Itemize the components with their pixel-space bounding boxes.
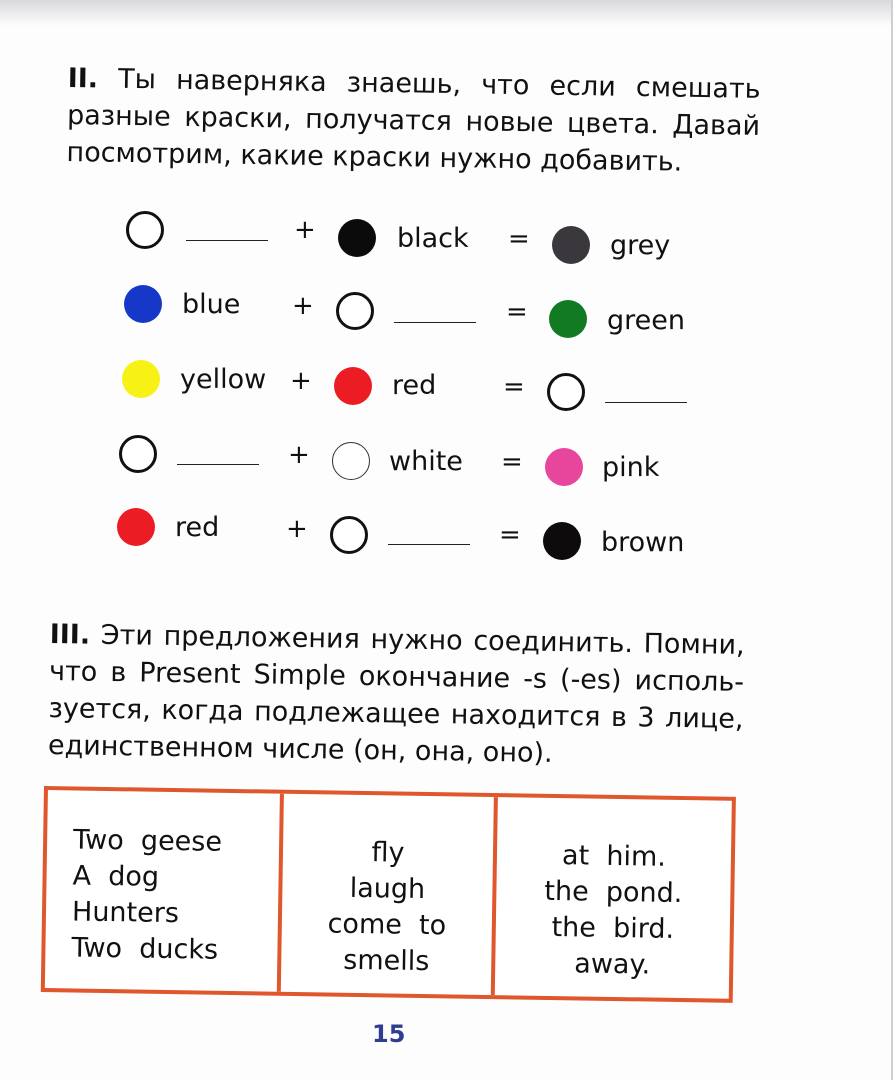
ending-item: the bird. bbox=[551, 911, 675, 945]
ending-item: at him. bbox=[561, 840, 667, 873]
red-paint-dot bbox=[334, 367, 372, 405]
section-2-line-2: разные краски, получатся новые цвета. Давай bbox=[66, 99, 761, 142]
empty-circle-icon bbox=[547, 373, 585, 411]
plus-sign: + bbox=[294, 215, 316, 245]
empty-circle-icon bbox=[330, 516, 368, 554]
yellow-paint-dot bbox=[122, 360, 160, 398]
section-2-line-3: посмотрим, какие краски нужно добавить. bbox=[66, 136, 683, 178]
color-word: yellow bbox=[180, 364, 267, 395]
equals-sign: = bbox=[508, 224, 530, 254]
equals-sign: = bbox=[501, 447, 523, 477]
subject-item: Two geese bbox=[72, 824, 223, 858]
empty-circle-icon bbox=[126, 211, 164, 249]
answer-blank bbox=[394, 322, 476, 323]
answer-blank bbox=[186, 240, 268, 241]
plus-sign: + bbox=[292, 291, 314, 321]
page-number: 15 bbox=[372, 1020, 406, 1048]
verb-item: smells bbox=[343, 944, 430, 978]
red-paint-dot bbox=[117, 508, 155, 546]
ending-item: away. bbox=[574, 948, 651, 981]
verbs-column bbox=[277, 794, 494, 995]
equals-sign: = bbox=[503, 372, 525, 402]
answer-blank bbox=[177, 464, 259, 465]
ending-item: the pond. bbox=[544, 875, 683, 910]
section-3-number: III. bbox=[49, 618, 91, 651]
color-word: black bbox=[397, 223, 469, 254]
brown-paint-dot bbox=[543, 522, 581, 560]
section-2-number: II. bbox=[67, 62, 99, 95]
section-3-line-4: единственном числе (он, она, оно). bbox=[47, 729, 553, 769]
answer-blank bbox=[388, 544, 470, 545]
color-word: red bbox=[175, 512, 220, 543]
plus-sign: + bbox=[290, 366, 312, 396]
verb-item: fly bbox=[371, 837, 405, 869]
section-2-line-1: II. Ты наверняка знаешь, что если смешать bbox=[67, 62, 761, 105]
section-3-line-2: что в Present Simple окончание -s (-es) исполь- bbox=[48, 655, 745, 698]
subject-item: Hunters bbox=[71, 896, 180, 930]
plus-sign: + bbox=[288, 440, 310, 470]
answer-blank bbox=[605, 402, 687, 403]
grey-paint-dot bbox=[552, 226, 590, 264]
color-word: pink bbox=[602, 452, 660, 483]
color-word: brown bbox=[601, 527, 685, 558]
equals-sign: = bbox=[506, 297, 528, 327]
endings-column bbox=[491, 797, 732, 999]
blue-paint-dot bbox=[124, 285, 162, 323]
color-word: grey bbox=[610, 230, 671, 261]
section-3-line-1: III. Эти предложения нужно соединить. Помни, bbox=[49, 618, 745, 661]
empty-circle-icon bbox=[119, 435, 157, 473]
subject-item: A dog bbox=[72, 860, 160, 893]
subjects-column bbox=[45, 790, 280, 992]
subject-item: Two ducks bbox=[71, 932, 219, 966]
pink-paint-dot bbox=[545, 448, 583, 486]
color-word: white bbox=[389, 446, 463, 477]
white-paint-dot bbox=[332, 442, 370, 480]
black-paint-dot bbox=[338, 219, 376, 257]
section-3-line-3: зуется, когда подлежащее находится в 3 лице, bbox=[48, 692, 744, 735]
sentence-matching-table bbox=[41, 786, 736, 1003]
empty-circle-icon bbox=[336, 292, 374, 330]
section-3-instructions bbox=[48, 616, 745, 775]
color-word: blue bbox=[182, 289, 241, 320]
verb-item: come to bbox=[327, 908, 447, 942]
green-paint-dot bbox=[549, 300, 587, 338]
plus-sign: + bbox=[286, 514, 308, 544]
color-word: green bbox=[607, 305, 685, 336]
color-word: red bbox=[392, 370, 437, 401]
equals-sign: = bbox=[499, 520, 521, 550]
verb-item: laugh bbox=[349, 872, 426, 905]
